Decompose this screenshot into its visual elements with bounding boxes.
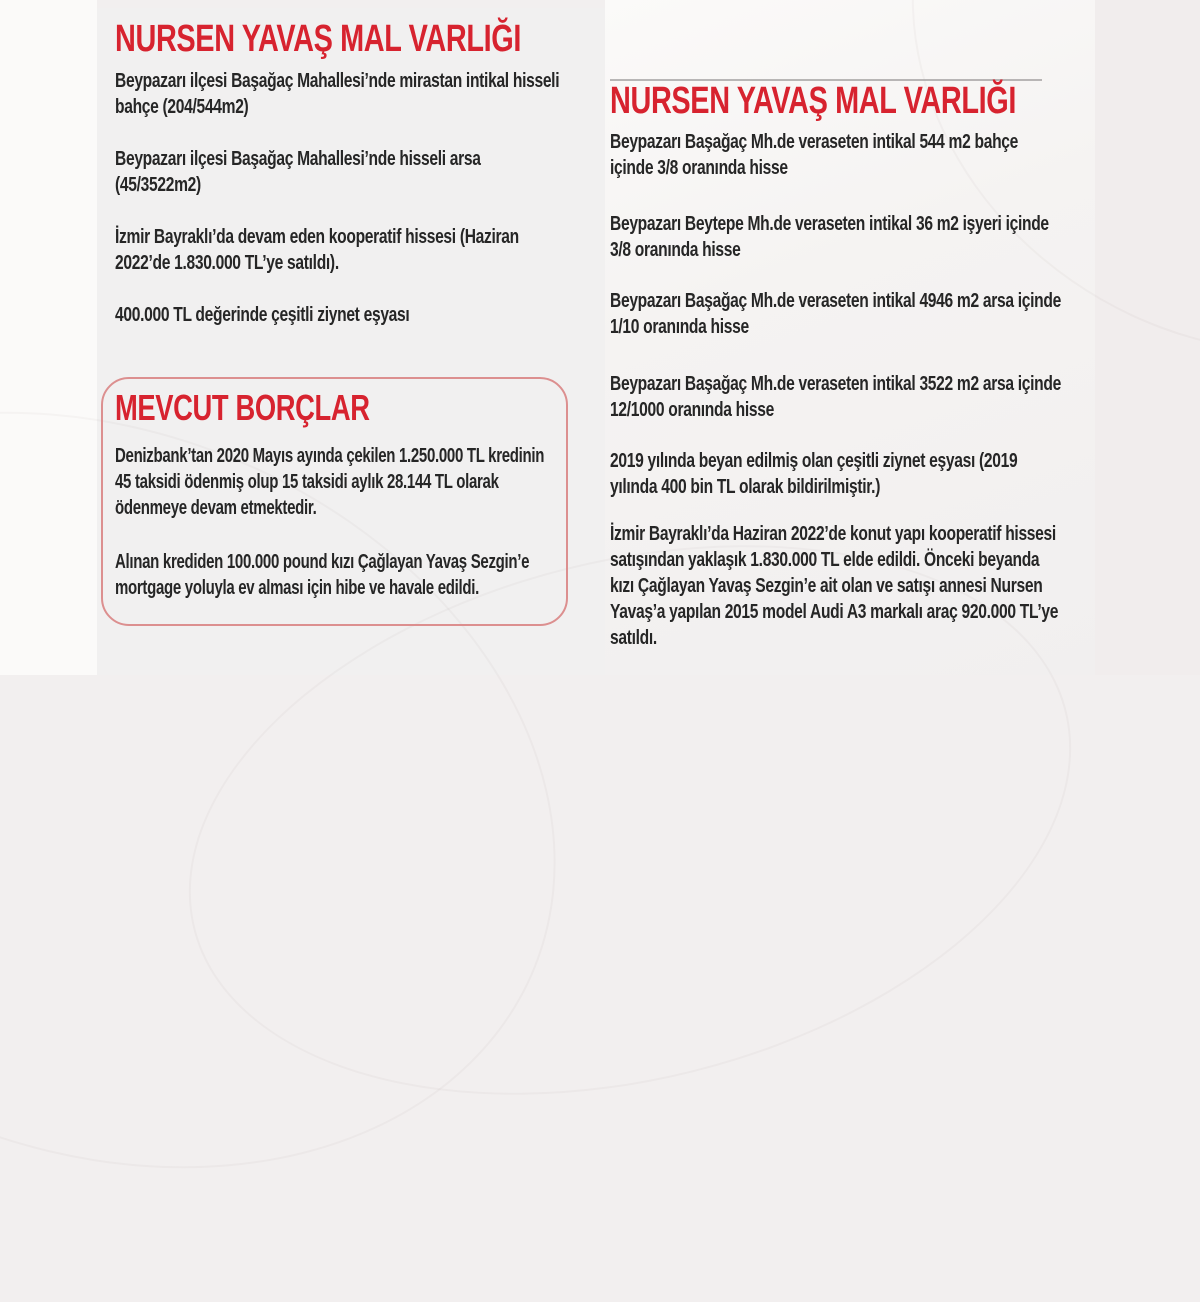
debt-item: Alınan krediden 100.000 pound kızı Çağlayan Yavaş Sezgin’e mortgage yoluyla ev alması için hibe ve havale edildi. — [115, 551, 530, 599]
asset-item: 400.000 TL değerinde çeşitli ziynet eşyası — [115, 304, 410, 326]
asset-item: Beypazarı ilçesi Başağaç Mahallesi’nde mirastan intikal hisseli bahçe (204/544m2) — [115, 70, 560, 118]
asset-item: Beypazarı Başağaç Mh.de veraseten intikal 4946 m2 arsa içinde 1/10 oranında hisse — [610, 290, 1061, 338]
asset-item: Beypazarı Başağaç Mh.de veraseten intikal 3522 m2 arsa içinde 12/1000 oranında hisse — [610, 373, 1061, 421]
asset-item: Beypazarı Beytepe Mh.de veraseten intikal 36 m2 işyeri içinde 3/8 oranında hisse — [610, 213, 1049, 261]
asset-item: İzmir Bayraklı’da Haziran 2022’de konut yapı kooperatif hissesi satışından yaklaşık 1.830.000 TL elde edildi. Önceki beyanda kızı Çağlayan Yavaş Sezgin’e ait olan ve satışı annesi Nursen Yavaş’a yapılan 2015 model Audi A3 markalı araç 920.000 TL’ye satıldı. — [610, 523, 1059, 649]
asset-item: İzmir Bayraklı’da devam eden kooperatif hissesi (Haziran 2022’de 1.830.000 TL’ye satıldı). — [115, 226, 519, 274]
asset-item: Beypazarı Başağaç Mh.de veraseten intikal 544 m2 bahçe içinde 3/8 oranında hisse — [610, 131, 1019, 179]
debt-item: Denizbank’tan 2020 Mayıs ayında çekilen 1.250.000 TL kredinin 45 taksidi ödenmiş olup 15 taksidi aylık 28.144 TL olarak ödenmeye devam etmektedir. — [115, 445, 545, 519]
asset-item: 2019 yılında beyan edilmiş olan çeşitli ziynet eşyası (2019 yılında 400 bin TL olarak bildirilmiştir.) — [610, 450, 1018, 498]
left-section-heading: NURSEN YAVAŞ MAL VARLIĞI — [115, 18, 521, 60]
asset-item: Beypazarı ilçesi Başağaç Mahallesi’nde hisseli arsa (45/3522m2) — [115, 148, 481, 196]
debts-heading: MEVCUT BORÇLAR — [115, 387, 370, 428]
right-section-heading: NURSEN YAVAŞ MAL VARLIĞI — [610, 80, 1016, 122]
